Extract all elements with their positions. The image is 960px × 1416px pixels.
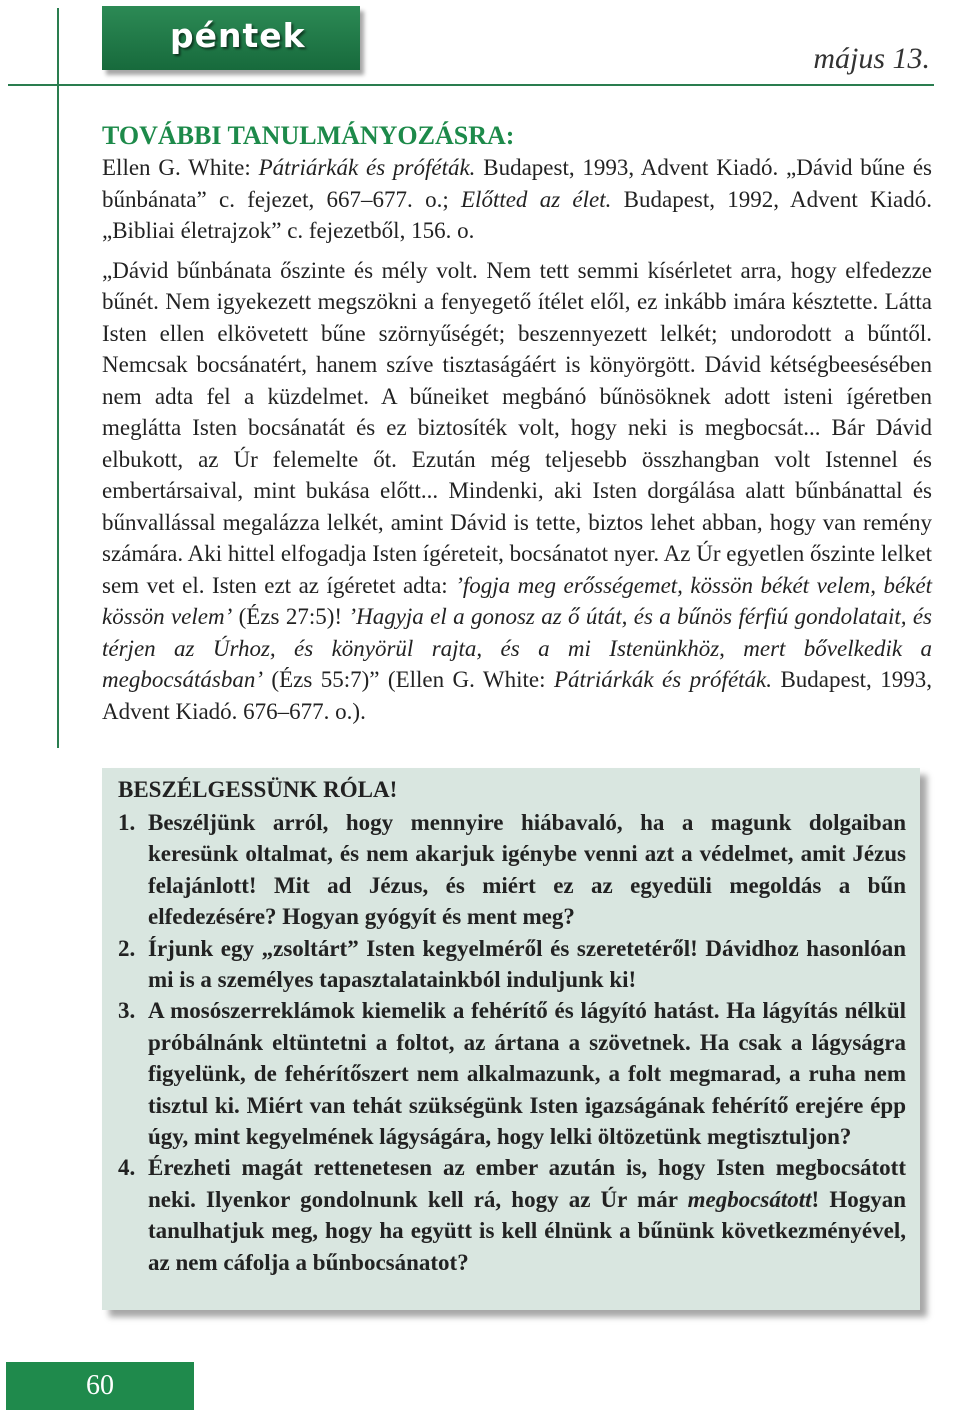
discussion-list: [118, 807, 906, 1278]
item-number: 2.: [118, 935, 136, 961]
page-number: 60: [6, 1362, 194, 1410]
list-item: [118, 807, 906, 933]
margin-rule-vertical: [57, 8, 59, 748]
item-text: Érezheti magát rettenetesen az ember azután is, hogy Isten megbocsátott neki. Ilyenkor gondolnunk kell rá, hogy az Úr már megbocsátott! Hogyan tanulhatjuk meg, hogy ha együtt is kell élnünk a bűnünk következményével, az nem cáfolja a bűnbocsánatot?: [148, 1155, 907, 1275]
discussion-box: [102, 768, 920, 1310]
discussion-heading: BESZÉLGESSÜNK RÓLA!: [118, 777, 398, 802]
item-number: 1.: [118, 810, 136, 835]
item-text: Beszéljünk arról, hogy mennyire hiábavaló, ha a magunk dolgaiban keresünk oltalmat, és nem akarjuk igénybe venni azt a védelmet, amit Jézus felajánlott! Mit ad Jézus, és miért ez az egyedüli megoldás a bűn elfedezésére? Hogyan gyógyít és ment meg?: [148, 810, 906, 930]
list-item: [118, 933, 906, 996]
further-study-heading: TOVÁBBI TANULMÁNYOZÁSRA:: [102, 121, 515, 150]
further-study-references: Ellen G. White: Pátriárkák és próféták. Budapest, 1993, Advent Kiadó. „Dávid bűne és bűnbánata” c. fejezet, 667–677. o.; Előtted az élet. Budapest, 1992, Advent Kiadó. „Bibliai életrajzok” c. fejezetből, 156. o.: [102, 155, 933, 243]
header-rule: [8, 84, 934, 86]
day-label: péntek: [170, 16, 306, 55]
item-text: A mosószerreklámok kiemelik a fehérítő és lágyító hatást. Ha lágyítás nélkül próbálnánk eltüntetni a foltot, az ártana a szövetnek. Ha csak a lágyságra figyelünk, de fehérítőszert nem alkalmazunk, a folt megmarad, a ruha nem tisztul ki. Miért van tehát szükségünk Isten igazságának fehérítő erejére épp úgy, mint kegyelmének lágyságára, hogy lelki öltözetünk megtisztuljon?: [148, 998, 906, 1150]
quote-paragraph: „Dávid bűnbánata őszinte és mély volt. Nem tett semmi kísérletet arra, hogy elfedezze bűnét. Nem igyekezett megszökni a fenyegető ítélet elől, ez inkább imára késztette. Látta Isten ellen elkövetett bűne szörnyűségét; beszennyezett lelkét; undorodott a bűntől. Nemcsak bocsánatért, hanem szíve tisztaságáért is könyörgött. Dávid kétségbeesésében nem adta fel a küzdelmet. A bűneiket megbánó bűnösöknek adott isteni ígéretben meglátta Isten bocsánatát és ez biztosíték volt, hogy neki is megbocsát... Bár Dávid elbukott, az Úr felemelte őt. Ezután még teljesebb összhangban volt Istennel és embertársaival, mint bukása előtt... Mindenki, aki Isten dorgálása alatt bűnbánattal és bűnvallással megalázza lelkét, amint Dávid is tette, biztos lehet abban, hogy van remény számára. Aki hittel elfogadja Isten ígéreteit, bocsánatot nyer. Az Úr egyetlen őszinte lelket sem vet el. Isten ezt az ígéretet adta: ’fogja meg erősségemet, kössön békét velem, békét kössön velem’ (Ézs 27:5)! ’Hagyja el a gonosz az ő útát, és a bűnös férfiú gondolatait, és térjen az Úrhoz, és könyörül rajta, és a mi Istenünkhöz, mert bővelkedik a megbocsátásban’ (Ézs 55:7)” (Ellen G. White: Pátriárkák és próféták. Budapest, 1993, Advent Kiadó. 676–677. o.).: [102, 257, 932, 724]
item-number: 3.: [118, 998, 136, 1024]
main-text: [102, 120, 932, 727]
item-text: Írjunk egy „zsoltárt” Isten kegyelméről és szeretetéről! Dávidhoz hasonlóan mi is a személyes tapasztalatainkból induljunk ki!: [148, 935, 906, 993]
list-item: [118, 995, 906, 1152]
date-label: május 13.: [813, 42, 930, 75]
item-number: 4.: [118, 1155, 136, 1181]
day-tab: [102, 6, 360, 70]
list-item: [118, 1152, 906, 1278]
